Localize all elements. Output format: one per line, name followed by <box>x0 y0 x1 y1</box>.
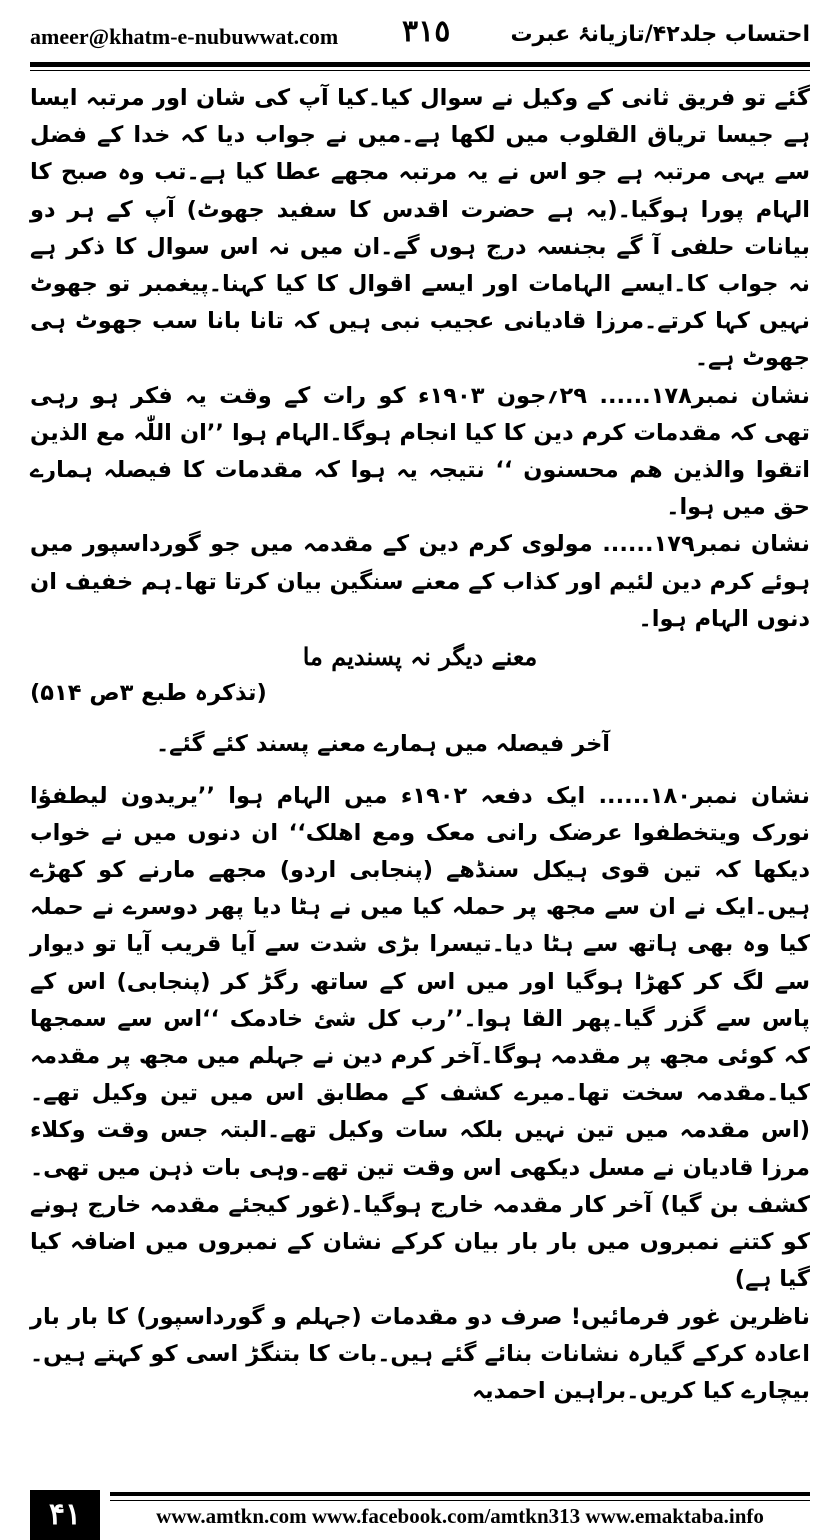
header-page-number: ٣١٥ <box>402 14 451 49</box>
footer-page-badge: ۴۱ <box>30 1490 100 1540</box>
sign-180-text: ایک دفعہ ۱۹۰۲ء میں الہام ہوا ’’یریدون لیطفؤا نورک ویتخطفوا عرضک رانی معک ومع اھلک‘‘ ان دنوں میں نے خواب دیکھا کہ تین قوی ہیکل سنڈھے (پنجابی اردو) مجھے مارنے کو کھڑے ہیں۔ایک نے ان سے مجھ پر حملہ کیا میں نے ہٹا دیا پھر دوسرے نے حملہ کیا وہ بھی ہاتھ سے ہٹا دیا۔تیسرا بڑی شدت سے آیا قریب آیا تو دیوار سے لگ کر کھڑا ہوگیا اور میں اس کے ساتھ رگڑ کر (پنجابی) اس کے پاس سے گزر گیا۔پھر القا ہوا۔’’رب کل شئ خادمک ‘‘اس سے سمجھا کہ کوئی مجھ پر مقدمہ ہوگا۔آخر کرم دین نے جہلم میں مجھ پر مقدمہ کیا۔مقدمہ سخت تھا۔میرے کشف کے مطابق اس میں تین وکیل تھے۔(اس مقدمہ میں تین نہیں بلکہ سات وکیل تھے۔البتہ جس وقت وکلاء مرزا قادیان نے مسل دیکھی اس وقت تین تھے۔وہی بات ذہن میں تھی۔کشف بن گیا) آخر کار مقدمہ خارج ہوگیا۔(غور کیجئے مقدمہ خارج ہونے کو کتنے نمبروں میں بار بار بیان کرکے نشان کے نمبروں میں اضافہ کیا گیا ہے) <box>30 782 810 1293</box>
conclusion-line: آخر فیصلہ میں ہمارے معنے پسند کئے گئے۔ <box>155 731 610 758</box>
footer-rule-thin <box>110 1500 810 1501</box>
paragraph-intro: گئے تو فریق ثانی کے وکیل نے سوال کیا۔کیا آپ کی شان اور مرتبہ ایسا ہے جیسا تریاق القلوب میں لکھا ہے۔میں نے جواب دیا کہ خدا کے فضل سے یہی مرتبہ ہے جو اس نے یہ مرتبہ مجھے عطا کیا ہے۔تب وہ صبح کا الہام پورا ہوگیا۔(یہ ہے حضرت اقدس کا سفید جھوٹ) آپ کے ہر دو بیانات حلفی آ گے بجنسہ درج ہوں گے۔ان میں نہ اس سوال کا ذکر ہے نہ جواب کا۔ایسے الہامات اور ایسے اقوال کا کیا کہنا۔پیغمبر تو جھوٹ نہیں کہا کرتے۔مرزا قادیانی عجیب نبی ہیں کہ تانا بانا سب جھوٹ ہی جھوٹ ہے۔ <box>30 85 810 372</box>
page-body <box>30 80 810 1410</box>
sign-178-label: نشان نمبر۱۷۸...... <box>599 382 811 409</box>
spacer <box>30 764 810 778</box>
sign-179 <box>30 526 810 638</box>
persian-verse: معنے دیگر نہ پسندیم ما <box>302 642 538 672</box>
page-footer <box>30 1490 810 1540</box>
spacer <box>30 712 810 726</box>
sign-179-label: نشان نمبر۱۷۹...... <box>602 531 810 558</box>
sign-180-label: نشان نمبر۱۸۰...... <box>598 782 810 809</box>
sign-180 <box>30 778 810 1299</box>
sign-178-text: ۲۹؍جون ۱۹۰۳ء کو رات کے وقت یہ فکر ہو رہی تھی کہ مقدمات کرم دین کا کیا انجام ہوگا۔الہام ہوا ’’ان اللّٰہ مع الذین اتقوا والذین ھم محسنون ‘‘ نتیجہ یہ ہوا کہ مقدمات کا فیصلہ ہمارے حق میں ہوا۔ <box>30 382 810 521</box>
sign-179-text: مولوی کرم دین کے مقدمہ میں جو گورداسپور میں ہوئے کرم دین لئیم اور کذاب کے معنے سنگین بیان کرتا تھا۔ہم خفیف ان دنوں الہام ہوا۔ <box>30 531 810 632</box>
footer-links[interactable]: www.amtkn.com www.facebook.com/amtkn313 www.emaktaba.info <box>156 1504 764 1528</box>
header-title: احتساب جلد۴۲/تازیانۂ عبرت <box>510 22 810 47</box>
header-email[interactable]: ameer@khatm-e-nubuwwat.com <box>30 24 339 49</box>
page-header <box>30 14 810 58</box>
header-rule-thin <box>30 70 810 71</box>
paragraph-final: ناظرین غور فرمائیں! صرف دو مقدمات (جہلم و گورداسپور) کا بار بار اعادہ کرکے گیارہ نشانات بنائے گئے ہیں۔بات کا بتنگڑ اسی کو کہتے ہیں۔بیچارے کیا کریں۔براہین احمدیہ <box>30 1303 810 1404</box>
reference-citation: (تذکرہ طبع ۳ص ۵۱۴) <box>30 680 267 707</box>
header-rule-thick <box>30 62 810 67</box>
sign-178 <box>30 378 810 527</box>
footer-rule-thick <box>110 1492 810 1496</box>
